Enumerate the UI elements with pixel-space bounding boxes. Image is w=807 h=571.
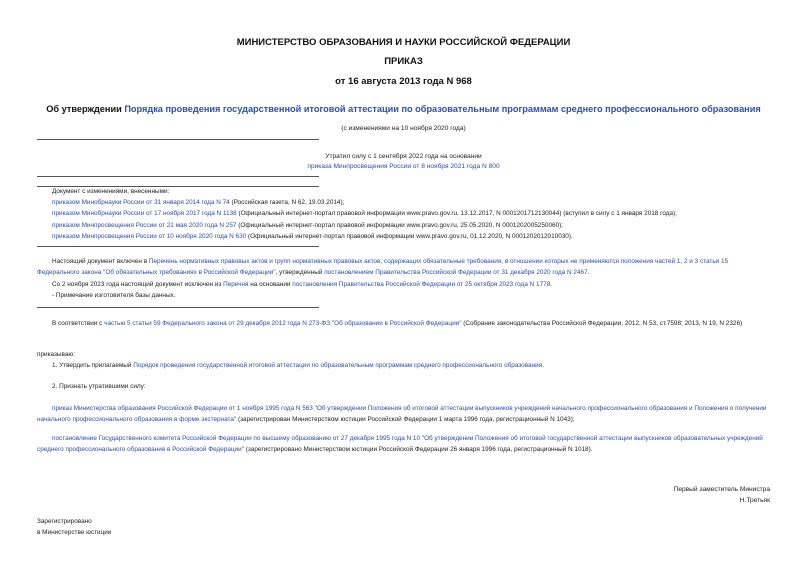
procedure-link[interactable]: Порядок проведения государственной итоговой аттестации по образовательным программам среднего профессионального образования [133, 362, 543, 369]
document-title [0, 104, 807, 114]
signature-position: Первый заместитель Министра [673, 486, 770, 493]
divider [37, 246, 319, 247]
order-word: приказываю: [37, 351, 75, 358]
changes-intro: Документ с изменениями, внесенными: [52, 188, 170, 195]
note-text: Со 2 ноября 2023 года настоящий документ исключен из [52, 281, 224, 288]
note-text: . [587, 268, 590, 276]
amendments-note: (с изменениями на 10 ноября 2020 года) [341, 125, 466, 132]
exclusion-note [52, 280, 770, 291]
item-text: 1. Утвердить прилагаемый [52, 362, 134, 369]
basis-text: В соответствии с [52, 320, 105, 327]
revoked-act-2-link[interactable]: постановление Государственного комитета Российской Федерации по высшему образованию от 27 декабря 1995 года N 10 "Об утверждении Положения об итоговой государственной аттестации выпускников образовательных учреждений среднего профессионального образования в Российской Федерации" [37, 435, 763, 453]
lapsed-line-1: Утратил силу с 1 сентября 2022 года на основании [325, 153, 482, 160]
order-item-1 [52, 361, 770, 372]
change-link[interactable]: приказом Минобрнауки России от 17 ноября 2017 года N 1138 [52, 210, 237, 217]
note-text: на основании [248, 281, 293, 288]
change-link[interactable]: приказом Минпросвещения России от 21 мая 2020 года N 257 [52, 222, 237, 229]
order-item-2: 2. Признать утратившими силу: [52, 383, 146, 390]
registration-line-1: Зарегистрировано [37, 518, 92, 525]
title-prefix: Об утверждении [46, 104, 125, 114]
producer-note: - Примечание изготовителя базы данных. [52, 292, 176, 299]
ministry-heading: МИНИСТЕРСТВО ОБРАЗОВАНИЯ И НАУКИ РОССИЙСКОЙ ФЕДЕРАЦИИ [236, 37, 571, 48]
government-decree-link[interactable]: постановлением Правительства Российской Федерации от 31 декабря 2020 года N 2467 [324, 268, 588, 276]
list-link[interactable]: Перечня [223, 281, 249, 288]
item-text: . [542, 362, 544, 369]
lapsed-link[interactable]: приказа Минпросвещения России от 8 ноября 2021 года N 800 [307, 163, 500, 170]
change-item [52, 232, 772, 243]
revoked-act-2 [37, 434, 770, 455]
basis-text: (Собрание законодательства Российской Федерации, 2012, N 53, ст.7598; 2013, N 19, N 2326) [461, 320, 743, 327]
note-text: . [550, 281, 553, 288]
signature-name: Н.Третьяк [739, 497, 770, 504]
note-text: Настоящий документ включен в [52, 258, 149, 265]
change-details: (Официальный интернет-портал правовой информации www.pravo.gov.ru, 13.12.2017, N 0001201712130044) (вступил в силу с 1 января 2018 года); [236, 210, 677, 217]
change-link[interactable]: приказом Минпросвещения России от 10 ноября 2020 года N 630 [52, 233, 247, 240]
registry-note [37, 257, 770, 278]
registry-list-link[interactable]: Перечень нормативных правовых актов и групп нормативных правовых актов, содержащих обязательные требования, в отношении которых не применяются положения частей 1, 2 и 3 статьи 15 Федерального закона "Об обязательных требованиях в Российской Федерации" [37, 258, 729, 276]
change-details: (Официальный интернет-портал правовой информации www.pravo.gov.ru, 25.05.2020, N 0001202005250060); [236, 222, 564, 229]
change-link[interactable]: приказом Минобрнауки России от 31 января 2014 года N 74 [52, 199, 230, 206]
registration-line-2: в Министерстве юстиции [37, 529, 112, 536]
divider [37, 139, 319, 140]
change-item [52, 198, 772, 209]
revoked-act-details: (зарегистрирован Министерством юстиции Российской Федерации 1 марта 1996 года, регистрационный N 1043); [236, 415, 575, 423]
change-item [52, 221, 772, 232]
federal-law-link[interactable]: частью 5 статьи 59 Федерального закона от 29 декабря 2012 года N 273-ФЗ "Об образовании в Российской Федерации" [104, 320, 462, 327]
exclusion-decree-link[interactable]: постановления Правительства Российской Федерации от 25 октября 2023 года N 1778 [292, 281, 551, 288]
doc-type-heading: ПРИКАЗ [384, 56, 423, 67]
title-link[interactable]: Порядка проведения государственной итоговой аттестации по образовательным программам среднего профессионального образования [124, 104, 761, 114]
legal-basis [37, 319, 770, 330]
divider [37, 176, 319, 177]
note-text: , утвержденный [275, 268, 325, 276]
date-number-heading: от 16 августа 2013 года N 968 [335, 76, 472, 87]
revoked-act-details: (зарегистрировано Министерством юстиции Российской Федерации 26 января 1996 года, регистрационный N 1018). [243, 445, 593, 453]
change-details: (Российская газета, N 62, 19.03.2014); [229, 199, 345, 206]
revoked-act-1-link[interactable]: приказ Министерства образования Российской Федерации от 1 ноября 1995 года N 563 "Об утверждении Положения об итоговой аттестации выпускников учреждений начального профессионального образования и Положения о получении начального профессионального образования в форме экстерната" [37, 405, 767, 423]
divider [37, 307, 319, 308]
change-details: (Официальный интернет-портал правовой информации www.pravo.gov.ru, 01.12.2020, N 0001202012010030). [246, 233, 573, 240]
change-item [52, 209, 772, 220]
revoked-act-1 [37, 404, 770, 425]
